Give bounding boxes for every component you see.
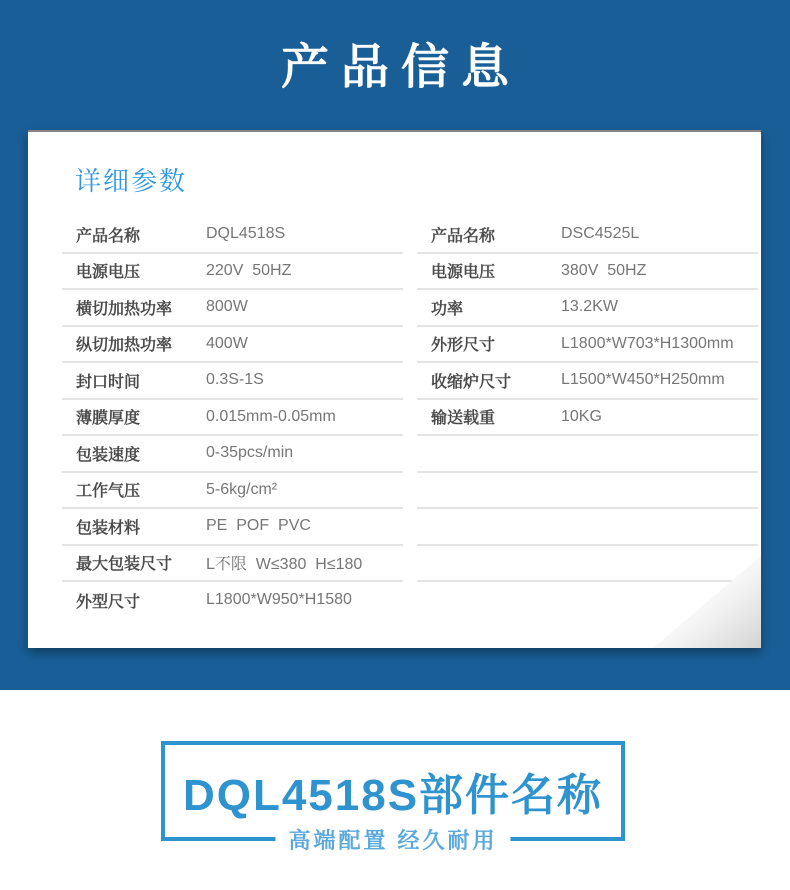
- spec-value: 220V 50HZ: [206, 261, 292, 279]
- spec-tables: [62, 217, 758, 619]
- spec-row: [417, 327, 758, 364]
- spec-label: 封口时间: [76, 373, 141, 391]
- spec-value: 800W: [206, 298, 248, 316]
- spec-table-left: [62, 217, 403, 619]
- spec-label: 纵切加热功率: [76, 337, 173, 355]
- spec-table-right: [417, 217, 758, 619]
- footer-section: [0, 690, 790, 890]
- spec-label: 包装材料: [76, 519, 141, 537]
- spec-value: DQL4518S: [206, 225, 286, 243]
- page-title: 产品信息: [280, 41, 521, 94]
- spec-row: [62, 290, 403, 327]
- spec-label: 外型尺寸: [76, 593, 141, 611]
- spec-row: [417, 217, 758, 254]
- spec-value: L1800*W950*H1580: [206, 591, 352, 609]
- spec-label: 包装速度: [76, 446, 141, 464]
- spec-row: [62, 582, 403, 619]
- spec-label: 横切加热功率: [76, 300, 173, 318]
- spec-row-empty: [417, 473, 758, 510]
- spec-row: [417, 290, 758, 327]
- spec-value: 5-6kg/cm²: [206, 480, 278, 498]
- spec-value: PE POF PVC: [206, 517, 311, 535]
- spec-label: 产品名称: [431, 227, 496, 245]
- spec-value: 0.3S-1S: [206, 371, 264, 389]
- model-subtitle: 高端配置 经久耐用: [275, 826, 510, 856]
- spec-label: 功率: [431, 300, 464, 318]
- spec-label: 电源电压: [76, 264, 141, 282]
- spec-value: L1500*W450*H250mm: [561, 371, 725, 389]
- spec-row-empty: [417, 436, 758, 473]
- spec-label: 工作气压: [76, 483, 141, 501]
- spec-value: DSC4525L: [561, 225, 640, 243]
- spec-row: [417, 363, 758, 400]
- spec-label: 薄膜厚度: [76, 410, 141, 428]
- spec-row: [417, 254, 758, 291]
- model-title-box: [161, 741, 625, 853]
- spec-label: 收缩炉尺寸: [431, 373, 512, 391]
- spec-row-empty: [417, 509, 758, 546]
- spec-value: L不限 W≤380 H≤180: [206, 556, 363, 574]
- spec-value: 10KG: [561, 407, 602, 425]
- spec-value: 400W: [206, 334, 248, 352]
- spec-row: [62, 400, 403, 437]
- spec-row-empty: [417, 546, 758, 583]
- spec-row: [62, 546, 403, 583]
- spec-label: 外形尺寸: [431, 337, 496, 355]
- spec-row: [62, 327, 403, 364]
- spec-row: [62, 436, 403, 473]
- spec-row: [62, 217, 403, 254]
- spec-card: [28, 130, 761, 648]
- spec-label: 电源电压: [431, 264, 496, 282]
- spec-value: 13.2KW: [561, 298, 618, 316]
- spec-label: 最大包装尺寸: [76, 556, 173, 574]
- spec-value: 380V 50HZ: [561, 261, 647, 279]
- spec-value: L1800*W703*H1300mm: [561, 334, 734, 352]
- spec-row: [62, 363, 403, 400]
- spec-label: 产品名称: [76, 227, 141, 245]
- section-title: 详细参数: [75, 166, 188, 196]
- spec-row: [62, 473, 403, 510]
- spec-value: 0-35pcs/min: [206, 444, 294, 462]
- spec-row: [417, 400, 758, 437]
- model-title: DQL4518S部件名称: [182, 771, 604, 820]
- spec-value: 0.015mm-0.05mm: [206, 407, 336, 425]
- spec-row: [62, 254, 403, 291]
- spec-label: 输送载重: [431, 410, 496, 428]
- spec-row: [62, 509, 403, 546]
